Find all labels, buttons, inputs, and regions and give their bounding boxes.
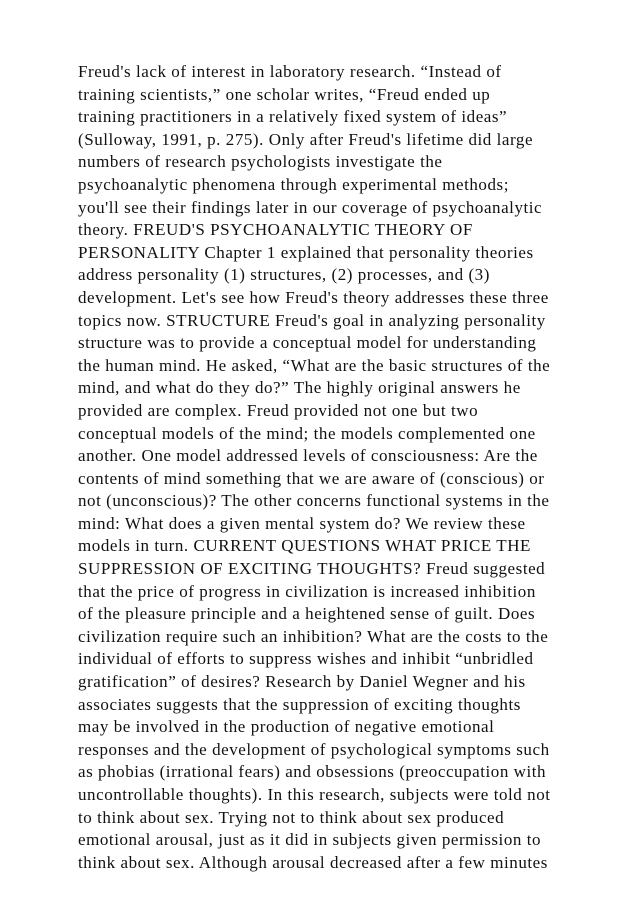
text-line: emotional arousal, just as it did in subjects given permission to	[78, 830, 542, 850]
text-line: not (unconscious)? The other concerns functional systems in the	[78, 491, 550, 511]
text-line: the human mind. He asked, “What are the basic structures of the	[78, 355, 551, 375]
text-line: gratification” of desires? Research by Daniel Wegner and his	[78, 672, 526, 692]
text-line: civilization require such an inhibition? What are the costs to the	[78, 626, 549, 646]
text-line: topics now. STRUCTURE Freud's goal in analyzing personality	[78, 310, 546, 330]
text-line: PERSONALITY Chapter 1 explained that personality theories	[78, 242, 534, 262]
text-line: that the price of progress in civilization is increased inhibition	[78, 581, 536, 601]
text-line: of the pleasure principle and a heightened sense of guilt. Does	[78, 604, 536, 624]
text-line: uncontrollable thoughts). In this research, subjects were told not	[78, 785, 551, 804]
text-line: Freud's lack of interest in laboratory research. “Instead of	[78, 62, 502, 81]
text-line: training scientists,” one scholar writes, “Freud ended up	[78, 84, 491, 104]
text-line: associates suggests that the suppression of exciting thoughts	[78, 694, 521, 714]
text-line: training practitioners in a relatively fixed system of ideas”	[78, 107, 508, 127]
text-line: another. One model addressed levels of consciousness: Are the	[78, 446, 538, 466]
text-line: conceptual models of the mind; the models complemented one	[78, 423, 536, 443]
text-line: you'll see their findings later in our coverage of psychoanalytic	[78, 197, 543, 217]
text-line: theory. FREUD'S PSYCHOANALYTIC THEORY OF	[78, 220, 473, 240]
text-line: psychoanalytic phenomena through experimental methods;	[78, 174, 509, 194]
text-line: numbers of research psychologists investigate the	[78, 152, 443, 172]
text-line: models in turn. CURRENT QUESTIONS WHAT PRICE THE	[78, 536, 531, 556]
text-line: to think about sex. Trying not to think about sex produced	[78, 807, 505, 827]
text-line: mind, and what do they do?” The highly original answers he	[78, 378, 521, 398]
text-line: SUPPRESSION OF EXCITING THOUGHTS? Freud suggested	[78, 559, 546, 579]
text-line: mind: What does a given mental system do? We review these	[78, 513, 526, 533]
text-line: structure was to provide a conceptual model for understanding	[78, 333, 537, 353]
text-line: contents of mind something that we are aware of (conscious) or	[78, 468, 545, 488]
text-line: think about sex. Although arousal decreased after a few minutes	[78, 852, 548, 872]
text-line: may be involved in the production of negative emotional	[78, 717, 495, 737]
body-text	[78, 61, 578, 874]
text-line: address personality (1) structures, (2) processes, and (3)	[78, 265, 490, 285]
text-line: provided are complex. Freud provided not one but two	[78, 400, 479, 420]
text-line: individual of efforts to suppress wishes and inhibit “unbridled	[78, 649, 534, 669]
text-line: development. Let's see how Freud's theory addresses these three	[78, 287, 549, 307]
text-line: responses and the development of psychological symptoms such	[78, 739, 550, 759]
text-line: (Sulloway, 1991, p. 275). Only after Freud's lifetime did large	[78, 129, 534, 149]
text-line: as phobias (irrational fears) and obsessions (preoccupation with	[78, 762, 547, 782]
